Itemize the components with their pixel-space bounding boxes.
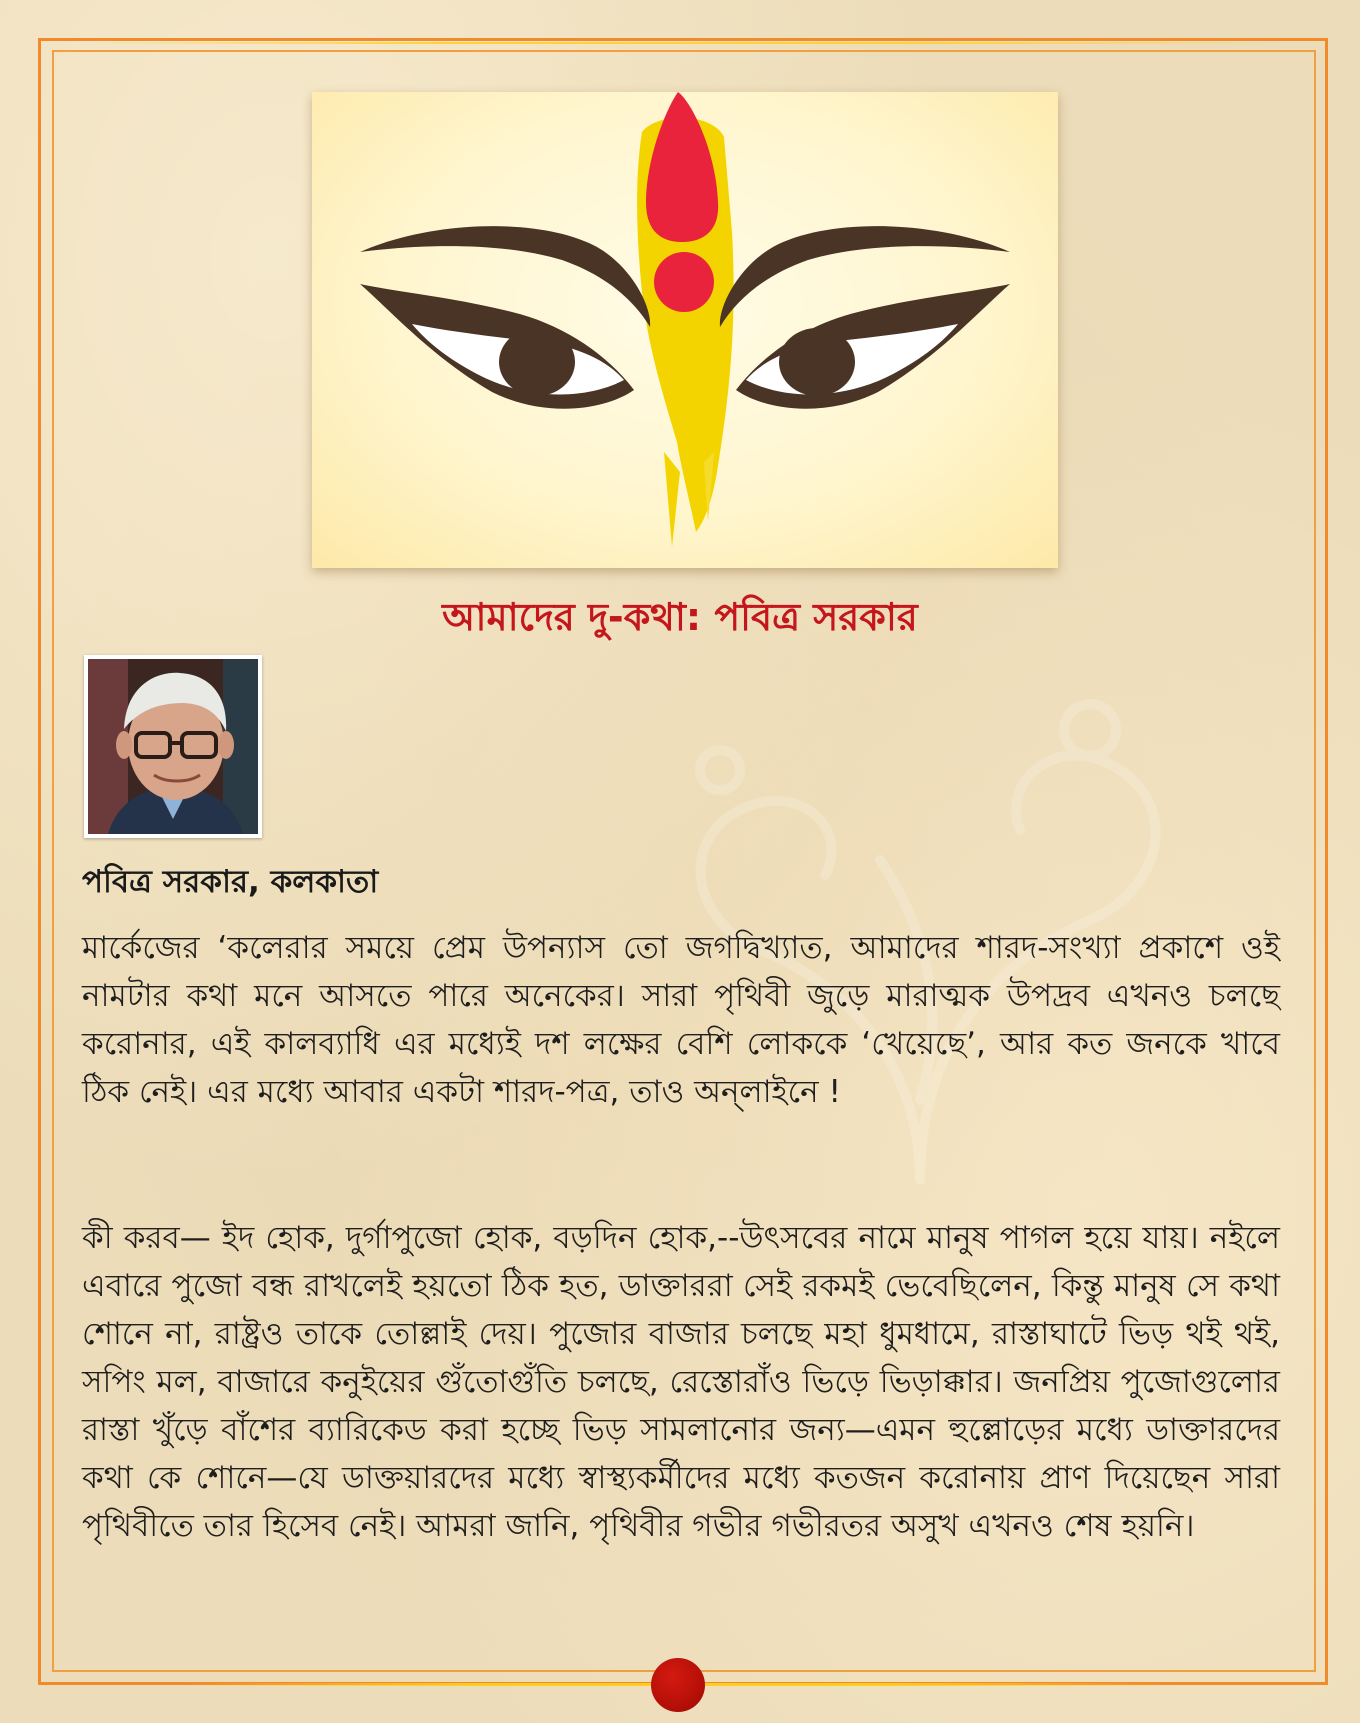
article-paragraph-2: কী করব— ইদ হোক, দুর্গাপুজো হোক, বড়দিন হোক,--উৎসবের নামে মানুষ পাগল হয়ে যায়। নইলে এবারে পুজো বন্ধ রাখলেই হয়তো ঠিক হত, ডাক্তাররা সেই রকমই ভেবেছিলেন, কিন্তু মানুষ সে কথা শোনে না, রাষ্ট্রও তাকে তোল্লাই দেয়। পুজোর বাজার চলছে মহা ধুমধামে, রাস্তাঘাটে ভিড় থই থই, সপিং মল, বাজারে কনুইয়ের গুঁতোগুঁতি চলছে, রেস্তোরাঁও ভিড়ে ভিড়াক্কার। জনপ্রিয় পুজোগুলোর রাস্তা খুঁড়ে বাঁশের ব্যারিকেড করা হচ্ছে ভিড় সামলানোর জন্য—এমন হুল্লোড়ের মধ্যে ডাক্তারদের কথা কে শোনে—যে ডাক্তয়ারদের মধ্যে স্বাস্থ্যকর্মীদের মধ্যে কতজন করোনায় প্রাণ দিয়েছেন সারা পৃথিবীতে তার হিসেব নেই। আমরা জানি, পৃথিবীর গভীর গভীরতর অসুখ এখনও শেষ হয়নি।: [82, 1220, 1280, 1544]
author-portrait-icon: [88, 659, 258, 834]
background-swirl-ornament: [620, 620, 1220, 1220]
article-paragraph-1: মার্কেজের ‘কলেরার সময়ে প্রেম উপন্যাস তো জগদ্বিখ্যাত, আমাদের শারদ-সংখ্যা প্রকাশে ওই নামটার কথা মনে আসতে পারে অনেকের। সারা পৃথিবী জুড়ে মারাত্মক উপদ্রব এখনও চলছে করোনার, এই কালব্যাধি এর মধ্যেই দশ লক্ষের বেশি লোককে ‘খেয়েছে’, আর কত জনকে খাবে ঠিক নেই। এর মধ্যে আবার একটা শারদ-পত্র, তাও অন্‌লাইনে !: [82, 930, 1280, 1110]
bottom-red-dot-ornament: [651, 1658, 705, 1712]
article-title: আমাদের দু-কথা: পবিত্র সরকার: [442, 595, 918, 639]
author-portrait: [88, 659, 258, 834]
author-byline: পবিত্র সরকার, কলকাতা: [82, 864, 379, 900]
hero-durga-eyes-image: [312, 92, 1058, 568]
top-accent-line: [80, 42, 1280, 44]
durga-eyes-icon: [312, 92, 1058, 568]
author-photo-frame: [84, 655, 262, 838]
